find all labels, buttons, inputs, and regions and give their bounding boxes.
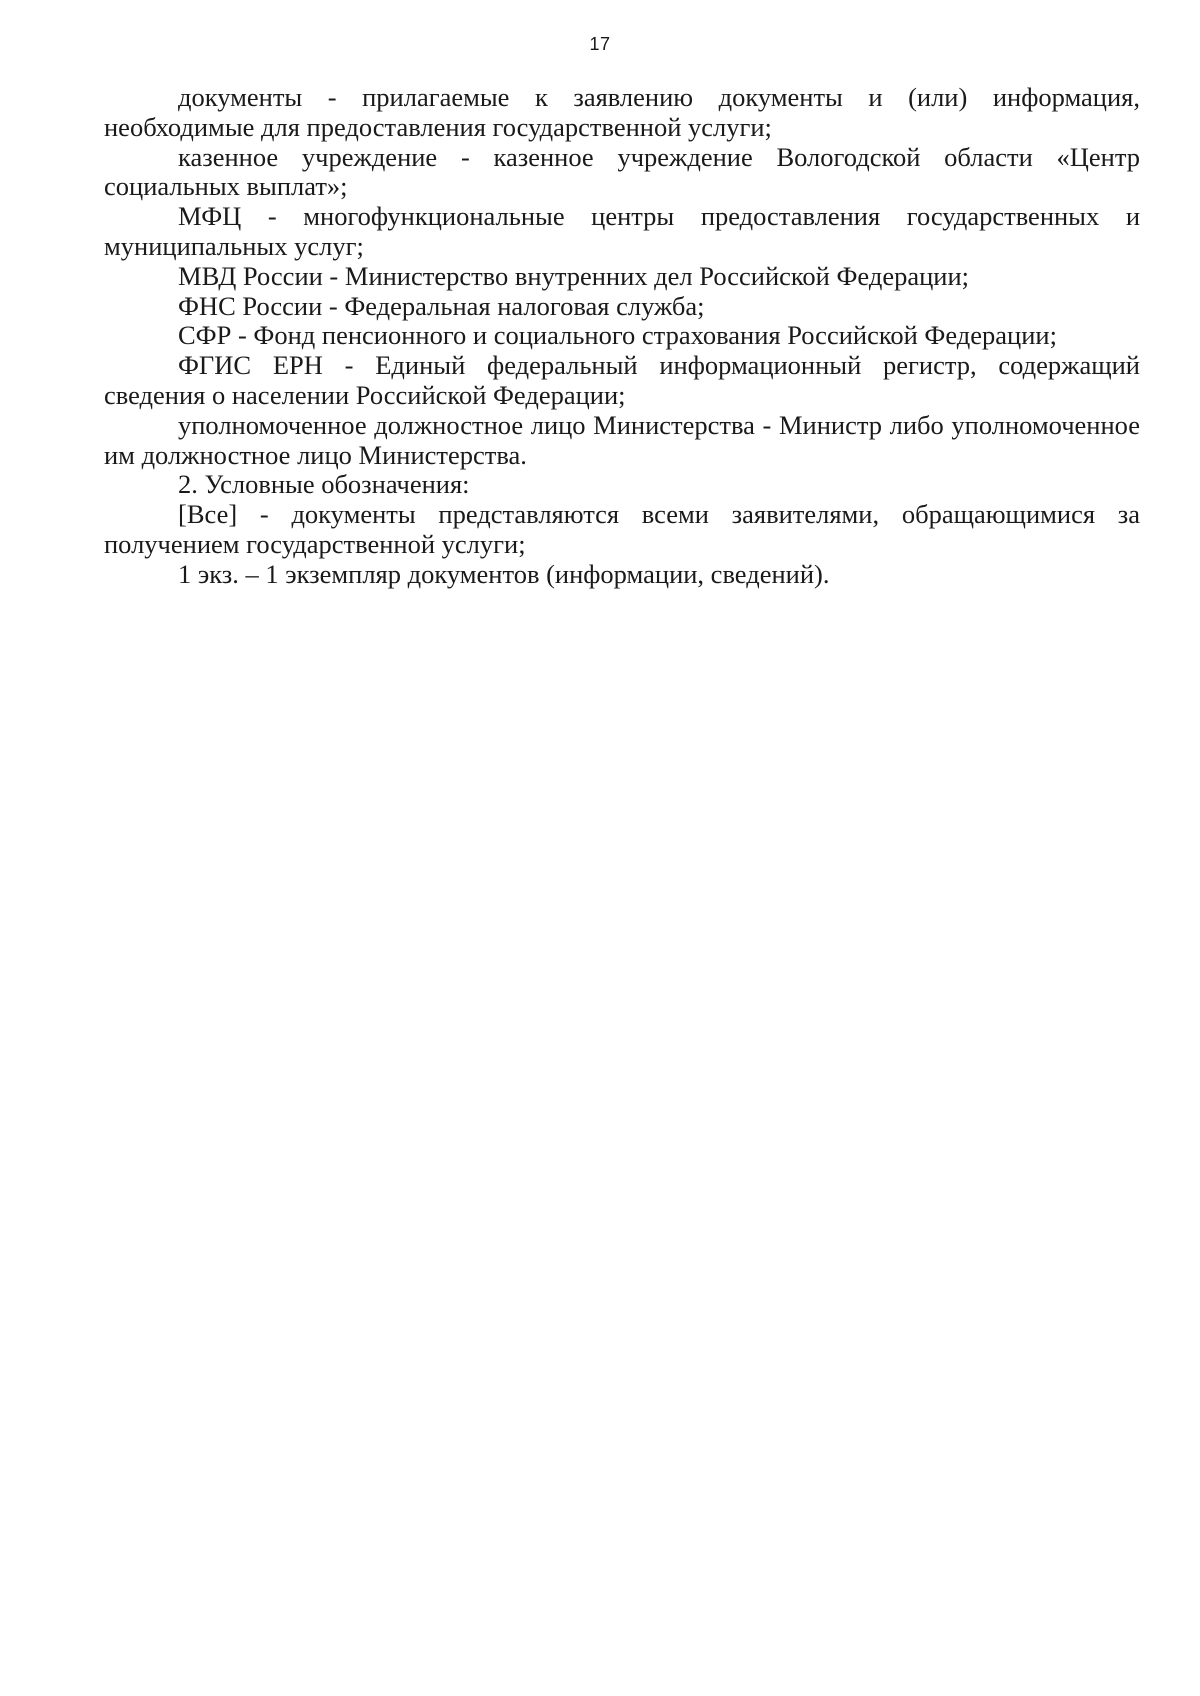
definition-fns: ФНС России - Федеральная налоговая служба; bbox=[178, 290, 705, 321]
convention-copy: 1 экз. – 1 экземпляр документов (информации, сведений). bbox=[178, 558, 830, 589]
definition-mvd: МВД России - Министерство внутренних дел Российской Федерации; bbox=[178, 260, 970, 291]
definition-kazennoe-uchrezhdenie: казенное учреждение - казенное учреждение Вологодской области «Центр социальных выплат»; bbox=[104, 141, 1140, 202]
section-heading-conventions: 2. Условные обозначения: bbox=[178, 469, 470, 500]
definition-authorized-official: уполномоченное должностное лицо Министерства - Министр либо уполномоченное им должностное лицо Министерства. bbox=[104, 409, 1140, 470]
definition-documents: документы - прилагаемые к заявлению документы и (или) информация, необходимые для предоставления государственной услуги; bbox=[104, 82, 1140, 142]
convention-all: [Все] - документы представляются всеми заявителями, обращающимися за получением государственной услуги; bbox=[104, 499, 1140, 559]
definition-sfr: СФР - Фонд пенсионного и социального страхования Российской Федерации; bbox=[178, 320, 1057, 351]
definition-mfc: МФЦ - многофункциональные центры предоставления государственных и муниципальных услуг; bbox=[104, 201, 1140, 261]
document-body bbox=[104, 83, 1140, 590]
definition-fgis-ern: ФГИС ЕРН - Единый федеральный информационный регистр, содержащий сведения о населении Российской Федерации; bbox=[104, 350, 1140, 410]
page-number: 17 bbox=[589, 34, 611, 54]
